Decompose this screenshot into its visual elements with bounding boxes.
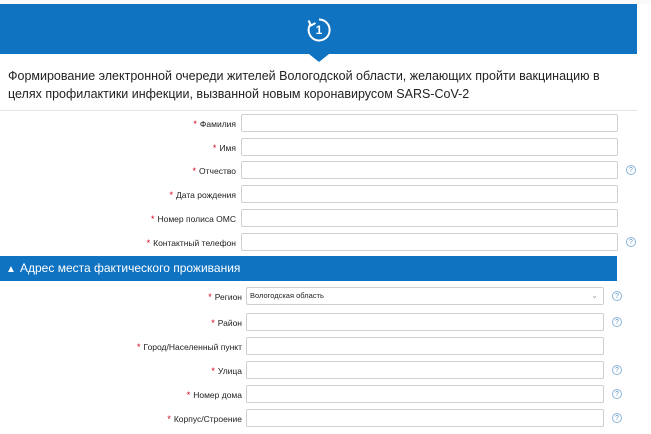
required-asterisk: * xyxy=(167,414,171,424)
field-label-text: Номер дома xyxy=(193,390,242,400)
field-label-text: Контактный телефон xyxy=(153,238,236,248)
field-label xyxy=(167,409,242,429)
form-row-building xyxy=(0,409,651,429)
question-icon[interactable]: ? xyxy=(612,389,622,399)
birthdate-input[interactable] xyxy=(241,185,618,203)
chevron-down-icon: ⌄ xyxy=(591,291,598,300)
phone-input[interactable] xyxy=(241,233,618,251)
page-title: Формирование электронной очереди жителей Вологодской области, желающих пройти вакцинацию в целях профилактики инфекции, вызванной новым коронавирусом SARS-CoV-2 xyxy=(8,69,600,101)
lastname-input[interactable] xyxy=(241,114,618,132)
chevron-up-icon: ▲ xyxy=(6,264,16,275)
step-number: 1 xyxy=(315,23,323,37)
required-asterisk: * xyxy=(211,366,215,376)
district-input[interactable] xyxy=(246,313,604,331)
building-input[interactable] xyxy=(246,409,604,427)
required-asterisk: * xyxy=(169,190,174,200)
form-row-birthdate xyxy=(0,185,651,205)
question-icon[interactable]: ? xyxy=(626,237,636,247)
form-row-lastname xyxy=(0,114,651,134)
field-label-text: Фамилия xyxy=(199,119,236,129)
field-label-text: Номер полиса ОМС xyxy=(157,214,236,224)
field-label-text: Регион xyxy=(214,292,242,302)
required-asterisk: * xyxy=(150,214,155,224)
form-row-region xyxy=(0,287,651,307)
form-row-patronymic xyxy=(0,161,651,181)
question-icon[interactable]: ? xyxy=(612,413,622,423)
form-row-street xyxy=(0,361,651,381)
required-asterisk: * xyxy=(208,292,212,302)
house-input[interactable] xyxy=(246,385,604,403)
required-asterisk: * xyxy=(137,342,141,352)
required-asterisk: * xyxy=(212,143,217,153)
city-input[interactable] xyxy=(246,337,604,355)
form-row-house xyxy=(0,385,651,405)
field-label-text: Город/Населенный пункт xyxy=(143,342,242,352)
field-label xyxy=(137,337,242,357)
required-asterisk: * xyxy=(186,390,191,400)
question-icon[interactable]: ? xyxy=(626,165,636,175)
divider xyxy=(0,110,637,111)
form-row-firstname xyxy=(0,138,651,158)
field-label-text: Корпус/Строение xyxy=(173,414,242,424)
field-label xyxy=(151,209,236,229)
form-row-phone xyxy=(0,233,651,253)
required-asterisk: * xyxy=(193,119,197,129)
question-icon[interactable]: ? xyxy=(612,317,622,327)
header-banner xyxy=(0,4,637,54)
region-select[interactable] xyxy=(246,287,604,305)
step-indicator xyxy=(306,17,332,43)
question-icon[interactable]: ? xyxy=(612,291,622,301)
required-asterisk: * xyxy=(146,238,151,248)
firstname-input[interactable] xyxy=(241,138,618,156)
required-asterisk: * xyxy=(192,166,197,176)
section-title: Адрес места фактического проживания xyxy=(20,261,241,275)
street-input[interactable] xyxy=(246,361,604,379)
field-label-text: Район xyxy=(217,318,242,328)
field-label xyxy=(193,114,236,134)
header-notch xyxy=(309,54,329,62)
form-row-district xyxy=(0,313,651,333)
field-label-text: Улица xyxy=(217,366,242,376)
field-label xyxy=(208,287,242,307)
form-row-city xyxy=(0,337,651,357)
field-label xyxy=(213,138,236,158)
field-label xyxy=(187,385,242,405)
oms-input[interactable] xyxy=(241,209,618,227)
region-select-value: Вологодская область xyxy=(250,291,324,300)
field-label-text: Отчество xyxy=(199,166,236,176)
form-row-oms xyxy=(0,209,651,229)
field-label xyxy=(147,233,236,253)
field-label-text: Дата рождения xyxy=(176,190,236,200)
required-asterisk: * xyxy=(211,318,215,328)
patronymic-input[interactable] xyxy=(241,161,618,179)
field-label xyxy=(193,161,236,181)
field-label xyxy=(211,313,242,333)
field-label-text: Имя xyxy=(219,143,236,153)
question-icon[interactable]: ? xyxy=(612,365,622,375)
address-section-header[interactable] xyxy=(0,256,617,281)
field-label xyxy=(170,185,236,205)
field-label xyxy=(211,361,242,381)
